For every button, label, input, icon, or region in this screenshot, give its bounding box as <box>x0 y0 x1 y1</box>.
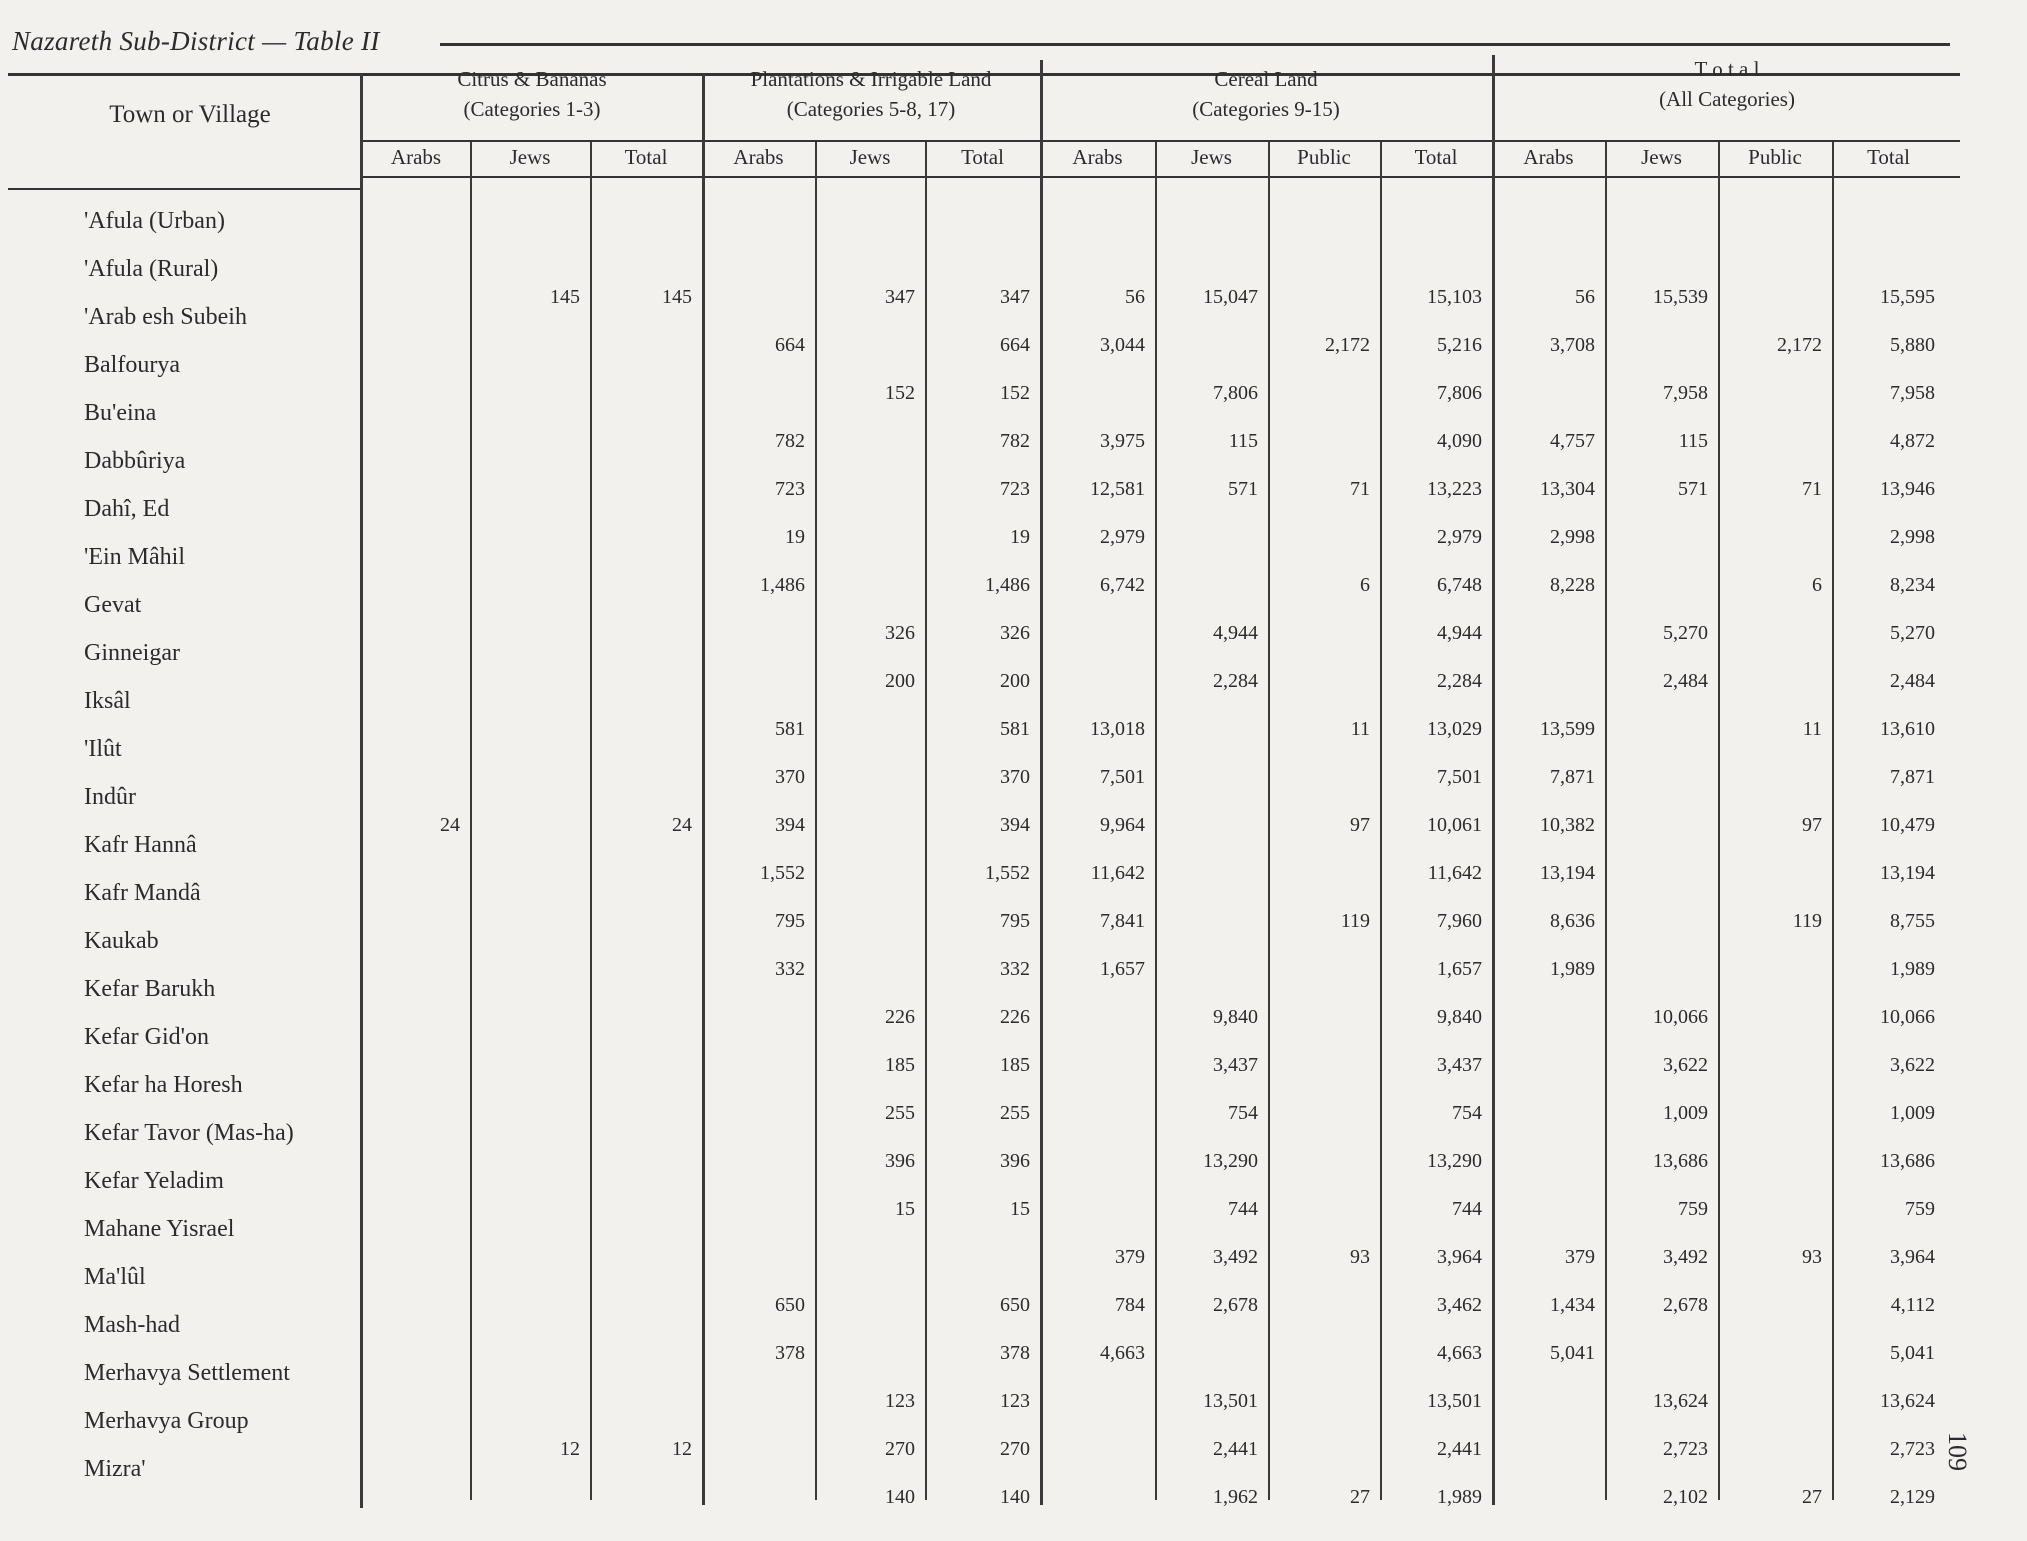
column-header-rule <box>362 176 1960 178</box>
table-cell: 2,723 <box>1663 1438 1708 1460</box>
table-cell: 332 <box>775 958 805 980</box>
row-name: Kefar Tavor (Mas-ha) <box>84 1120 294 1146</box>
table-cell: 13,610 <box>1880 718 1935 740</box>
table-cell: 270 <box>1000 1438 1030 1460</box>
row-name: Mash-had <box>84 1312 180 1338</box>
row-header: Town or Village <box>109 101 271 128</box>
top-rule <box>440 43 1950 46</box>
table-cell: 97 <box>1802 814 1822 836</box>
table-cell: 650 <box>1000 1294 1030 1316</box>
table-cell: 140 <box>885 1486 915 1508</box>
column-header: Public <box>1748 145 1802 169</box>
table-cell: 12,581 <box>1090 478 1145 500</box>
table-cell: 152 <box>1000 382 1030 404</box>
table-cell: 11,642 <box>1427 862 1482 884</box>
table-cell: 1,657 <box>1100 958 1145 980</box>
table-cell: 15,539 <box>1653 286 1708 308</box>
row-name: 'Arab esh Subeih <box>84 304 247 330</box>
table-cell: 10,061 <box>1427 814 1482 836</box>
table-cell: 15,047 <box>1203 286 1258 308</box>
table-cell: 185 <box>1000 1054 1030 1076</box>
table-cell: 93 <box>1350 1246 1370 1268</box>
table-cell: 4,872 <box>1890 430 1935 452</box>
table-cell: 4,663 <box>1100 1342 1145 1364</box>
column-divider <box>815 142 817 1500</box>
table-cell: 784 <box>1115 1294 1145 1316</box>
row-name: 'Afula (Urban) <box>84 208 225 234</box>
table-cell: 5,270 <box>1890 622 1935 644</box>
column-header: Arabs <box>1523 145 1574 169</box>
table-cell: 396 <box>885 1150 915 1172</box>
row-name: Indûr <box>84 784 136 810</box>
column-divider <box>470 142 472 1500</box>
table-cell: 9,840 <box>1437 1006 1482 1028</box>
table-cell: 581 <box>1000 718 1030 740</box>
row-name: 'Ein Mâhil <box>84 544 185 570</box>
table-cell: 13,194 <box>1540 862 1595 884</box>
table-cell: 1,434 <box>1550 1294 1595 1316</box>
table-cell: 571 <box>1678 478 1708 500</box>
table-cell: 4,090 <box>1437 430 1482 452</box>
table-cell: 7,871 <box>1550 766 1595 788</box>
table-cell: 27 <box>1802 1486 1822 1508</box>
column-header: Jews <box>509 145 551 169</box>
row-name: Kefar Barukh <box>84 976 216 1002</box>
table-cell: 1,989 <box>1890 958 1935 980</box>
table-cell: 744 <box>1228 1198 1258 1220</box>
table-cell: 7,501 <box>1100 766 1145 788</box>
table-cell: 5,270 <box>1663 622 1708 644</box>
row-name: Kefar Gid'on <box>84 1024 209 1050</box>
table-cell: 71 <box>1350 478 1370 500</box>
column-header: Total <box>1414 145 1458 169</box>
table-cell: 4,944 <box>1437 622 1482 644</box>
column-header: Arabs <box>390 145 442 169</box>
row-name: Gevat <box>84 592 142 618</box>
row-name: Ginneigar <box>84 640 180 666</box>
table-cell: 119 <box>1340 910 1370 932</box>
table-cell: 226 <box>1000 1006 1030 1028</box>
row-name: 'Ilût <box>84 736 122 762</box>
subheader-rule <box>362 140 1960 142</box>
table-cell: 9,840 <box>1213 1006 1258 1028</box>
column-header: Total <box>961 145 1004 169</box>
table-cell: 754 <box>1452 1102 1482 1124</box>
table-cell: 3,437 <box>1213 1054 1258 1076</box>
table-cell: 7,960 <box>1437 910 1482 932</box>
table-cell: 326 <box>885 622 915 644</box>
table-cell: 1,486 <box>985 574 1030 596</box>
table-cell: 5,041 <box>1550 1342 1595 1364</box>
column-header: Total <box>624 145 668 169</box>
table-cell: 3,462 <box>1437 1294 1482 1316</box>
table-cell: 13,501 <box>1427 1390 1482 1412</box>
table-cell: 2,998 <box>1890 526 1935 548</box>
group-header-subtitle: (All Categories) <box>1659 87 1795 111</box>
table-cell: 15 <box>895 1198 915 1220</box>
table-cell: 27 <box>1350 1486 1370 1508</box>
group-header-title: T o t a l <box>1694 57 1760 81</box>
table-cell: 13,290 <box>1427 1150 1482 1172</box>
document-title: Nazareth Sub-District — Table II <box>12 26 380 56</box>
table-cell: 10,066 <box>1653 1006 1708 1028</box>
table-cell: 664 <box>1000 334 1030 356</box>
column-header: Arabs <box>1072 145 1123 169</box>
table-cell: 2,129 <box>1890 1486 1935 1508</box>
table-cell: 2,284 <box>1213 670 1258 692</box>
table-cell: 9,964 <box>1100 814 1145 836</box>
table-cell: 13,624 <box>1653 1390 1708 1412</box>
table-cell: 782 <box>1000 430 1030 452</box>
row-name: Kaukab <box>84 928 159 954</box>
table-cell: 2,979 <box>1437 526 1482 548</box>
table-cell: 19 <box>1010 526 1030 548</box>
table-cell: 3,622 <box>1890 1054 1935 1076</box>
table-cell: 7,841 <box>1100 910 1145 932</box>
table-cell: 759 <box>1678 1198 1708 1220</box>
table-cell: 1,009 <box>1890 1102 1935 1124</box>
table-cell: 119 <box>1792 910 1822 932</box>
table-cell: 13,501 <box>1203 1390 1258 1412</box>
table-cell: 13,194 <box>1880 862 1935 884</box>
table-cell: 4,757 <box>1550 430 1595 452</box>
table-cell: 4,944 <box>1213 622 1258 644</box>
table-cell: 1,657 <box>1437 958 1482 980</box>
table-cell: 13,624 <box>1880 1390 1935 1412</box>
row-name: Kefar Yeladim <box>84 1168 224 1194</box>
table-cell: 2,172 <box>1325 334 1370 356</box>
table-cell: 744 <box>1452 1198 1482 1220</box>
table-cell: 13,290 <box>1203 1150 1258 1172</box>
table-cell: 1,989 <box>1437 1486 1482 1508</box>
column-header: Jews <box>1191 145 1232 169</box>
table-cell: 13,686 <box>1653 1150 1708 1172</box>
column-header: Public <box>1297 145 1351 169</box>
table-cell: 93 <box>1802 1246 1822 1268</box>
table-cell: 8,228 <box>1550 574 1595 596</box>
row-name: Dabbûriya <box>84 448 186 474</box>
table-cell: 3,622 <box>1663 1054 1708 1076</box>
table-cell: 10,066 <box>1880 1006 1935 1028</box>
table-cell: 795 <box>775 910 805 932</box>
table-cell: 754 <box>1228 1102 1258 1124</box>
group-header-subtitle: (Categories 9-15) <box>1192 97 1340 121</box>
table-cell: 15 <box>1010 1198 1030 1220</box>
table-cell: 723 <box>775 478 805 500</box>
table-cell: 12 <box>560 1438 580 1460</box>
table-cell: 13,946 <box>1880 478 1935 500</box>
table-cell: 5,041 <box>1890 1342 1935 1364</box>
table-cell: 2,484 <box>1663 670 1708 692</box>
row-name: Merhavya Group <box>84 1408 249 1434</box>
group-header-subtitle: (Categories 5-8, 17) <box>786 97 956 121</box>
table-cell: 759 <box>1905 1198 1935 1220</box>
row-name: Kafr Mandâ <box>84 880 201 906</box>
row-name: Iksâl <box>84 688 131 714</box>
row-name: Ma'lûl <box>84 1264 146 1290</box>
table-cell: 11 <box>1802 718 1822 740</box>
table-cell: 8,234 <box>1890 574 1935 596</box>
table-cell: 3,492 <box>1663 1246 1708 1268</box>
table-cell: 379 <box>1115 1246 1145 1268</box>
table-cell: 1,552 <box>985 862 1030 884</box>
table-cell: 13,018 <box>1090 718 1145 740</box>
table-cell: 664 <box>775 334 805 356</box>
table-cell: 370 <box>1000 766 1030 788</box>
column-divider <box>360 74 363 1508</box>
table-cell: 326 <box>1000 622 1030 644</box>
table-cell: 123 <box>1000 1390 1030 1412</box>
table-cell: 15,595 <box>1880 286 1935 308</box>
table-cell: 115 <box>1228 430 1258 452</box>
table-cell: 2,998 <box>1550 526 1595 548</box>
column-header: Total <box>1867 145 1910 169</box>
row-name: Kefar ha Horesh <box>84 1072 243 1098</box>
table-cell: 378 <box>1000 1342 1030 1364</box>
table-cell: 1,989 <box>1550 958 1595 980</box>
table-cell: 2,284 <box>1437 670 1482 692</box>
table-cell: 1,009 <box>1663 1102 1708 1124</box>
table-cell: 3,437 <box>1437 1054 1482 1076</box>
table-cell: 24 <box>672 814 692 836</box>
group-header-subtitle: (Categories 1-3) <box>463 97 601 121</box>
table-cell: 2,678 <box>1213 1294 1258 1316</box>
table-cell: 56 <box>1575 286 1595 308</box>
table-cell: 3,964 <box>1890 1246 1935 1268</box>
table-cell: 7,958 <box>1663 382 1708 404</box>
table-cell: 13,686 <box>1880 1150 1935 1172</box>
table-cell: 2,484 <box>1890 670 1935 692</box>
table-cell: 2,979 <box>1100 526 1145 548</box>
table-cell: 140 <box>1000 1486 1030 1508</box>
table-cell: 5,216 <box>1437 334 1482 356</box>
table-cell: 394 <box>1000 814 1030 836</box>
table-cell: 13,599 <box>1540 718 1595 740</box>
table-cell: 347 <box>1000 286 1030 308</box>
table-cell: 3,975 <box>1100 430 1145 452</box>
table-cell: 370 <box>775 766 805 788</box>
table-cell: 2,723 <box>1890 1438 1935 1460</box>
table-cell: 185 <box>885 1054 915 1076</box>
table-cell: 15,103 <box>1427 286 1482 308</box>
row-name: Bu'eina <box>84 400 157 426</box>
table-cell: 226 <box>885 1006 915 1028</box>
table-cell: 7,871 <box>1890 766 1935 788</box>
table-cell: 5,880 <box>1890 334 1935 356</box>
body-rule <box>8 188 362 190</box>
table-cell: 270 <box>885 1438 915 1460</box>
table-cell: 581 <box>775 718 805 740</box>
table-cell: 3,964 <box>1437 1246 1482 1268</box>
table-cell: 12 <box>672 1438 692 1460</box>
table-cell: 255 <box>1000 1102 1030 1124</box>
table-cell: 7,806 <box>1213 382 1258 404</box>
table-cell: 2,678 <box>1663 1294 1708 1316</box>
table-cell: 8,755 <box>1890 910 1935 932</box>
table-cell: 571 <box>1228 478 1258 500</box>
page-number: 109 <box>1943 1432 1972 1471</box>
table-cell: 6 <box>1360 574 1370 596</box>
table-cell: 2,441 <box>1437 1438 1482 1460</box>
table-cell: 378 <box>775 1342 805 1364</box>
table-cell: 13,304 <box>1540 478 1595 500</box>
group-header-title: Citrus & Bananas <box>457 67 607 91</box>
row-name: Dahî, Ed <box>84 496 170 522</box>
table-cell: 10,382 <box>1540 814 1595 836</box>
table-cell: 1,552 <box>760 862 805 884</box>
table-cell: 3,708 <box>1550 334 1595 356</box>
table-cell: 2,102 <box>1663 1486 1708 1508</box>
table-cell: 3,044 <box>1100 334 1145 356</box>
table-cell: 6,748 <box>1437 574 1482 596</box>
row-name: Mahane Yisrael <box>84 1216 235 1242</box>
table-cell: 1,486 <box>760 574 805 596</box>
table-cell: 7,806 <box>1437 382 1482 404</box>
group-header-title: Plantations & Irrigable Land <box>750 67 992 91</box>
table-cell: 650 <box>775 1294 805 1316</box>
row-name: Merhavya Settlement <box>84 1360 290 1386</box>
table-cell: 379 <box>1565 1246 1595 1268</box>
table-cell: 6 <box>1812 574 1822 596</box>
column-header: Arabs <box>733 145 784 169</box>
table-cell: 152 <box>885 382 915 404</box>
table-cell: 347 <box>885 286 915 308</box>
table-cell: 7,958 <box>1890 382 1935 404</box>
table-cell: 4,112 <box>1890 1294 1935 1316</box>
row-name: Balfourya <box>84 352 180 378</box>
table-cell: 2,441 <box>1213 1438 1258 1460</box>
table-cell: 7,501 <box>1437 766 1482 788</box>
table-cell: 1,962 <box>1213 1486 1258 1508</box>
table-cell: 11 <box>1350 718 1370 740</box>
table-cell: 10,479 <box>1880 814 1935 836</box>
table-cell: 3,492 <box>1213 1246 1258 1268</box>
table-cell: 13,223 <box>1427 478 1482 500</box>
row-name: Kafr Hannâ <box>84 832 197 858</box>
table-cell: 394 <box>775 814 805 836</box>
table-cell: 200 <box>1000 670 1030 692</box>
row-name: 'Afula (Rural) <box>84 256 219 282</box>
table-cell: 56 <box>1125 286 1145 308</box>
table-cell: 8,636 <box>1550 910 1595 932</box>
table-cell: 2,172 <box>1777 334 1822 356</box>
table-cell: 123 <box>885 1390 915 1412</box>
table-cell: 332 <box>1000 958 1030 980</box>
table-cell: 97 <box>1350 814 1370 836</box>
column-header: Jews <box>849 145 891 169</box>
table-cell: 255 <box>885 1102 915 1124</box>
table-cell: 145 <box>550 286 580 308</box>
table-cell: 13,029 <box>1427 718 1482 740</box>
column-divider <box>702 74 705 1505</box>
table-cell: 795 <box>1000 910 1030 932</box>
table-cell: 145 <box>662 286 692 308</box>
table-cell: 723 <box>1000 478 1030 500</box>
table-cell: 4,663 <box>1437 1342 1482 1364</box>
table-cell: 396 <box>1000 1150 1030 1172</box>
table-cell: 6,742 <box>1100 574 1145 596</box>
group-header-title: Cereal Land <box>1214 67 1318 91</box>
column-header: Jews <box>1641 145 1682 169</box>
table-cell: 71 <box>1802 478 1822 500</box>
table-cell: 200 <box>885 670 915 692</box>
table-cell: 782 <box>775 430 805 452</box>
table-cell: 24 <box>440 814 460 836</box>
table-cell: 11,642 <box>1090 862 1145 884</box>
row-name: Mizra' <box>84 1456 146 1482</box>
table-cell: 115 <box>1678 430 1708 452</box>
table-cell: 19 <box>785 526 805 548</box>
